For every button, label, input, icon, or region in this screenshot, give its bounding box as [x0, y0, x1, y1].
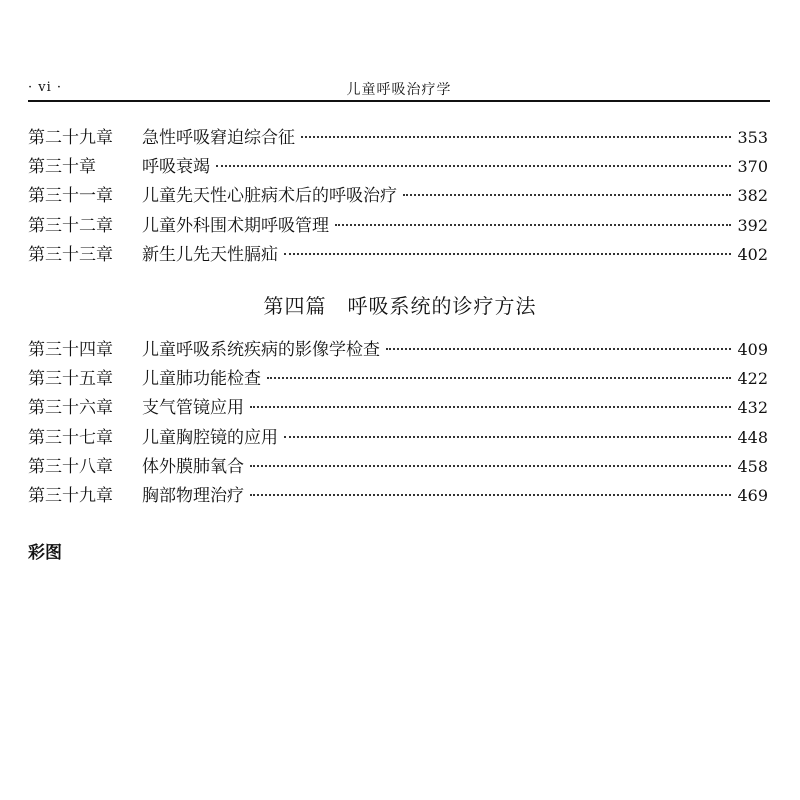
- chapter-title: 胸部物理治疗: [142, 485, 244, 506]
- chapter-title: 儿童先天性心脏病术后的呼吸治疗: [142, 186, 397, 207]
- toc-row[interactable]: [28, 423, 768, 452]
- page-ref: 402: [737, 244, 768, 264]
- toc-row[interactable]: [28, 181, 768, 210]
- leader-dots: [250, 465, 731, 467]
- chapter-number: 第三十六章: [28, 398, 113, 419]
- chapter-number: 第三十四章: [28, 340, 113, 360]
- chapter-title: 儿童呼吸系统疾病的影像学检查: [142, 340, 380, 360]
- leader-dots: [284, 436, 731, 438]
- chapter-title: 急性呼吸窘迫综合征: [142, 128, 295, 148]
- chapter-title: 新生儿先天性膈疝: [142, 244, 278, 265]
- page-ref: 432: [737, 398, 768, 418]
- page-header: [28, 76, 770, 102]
- chapter-number: 第三十章: [28, 157, 96, 178]
- leader-dots: [335, 224, 731, 226]
- chapter-title: 体外膜肺氧合: [142, 456, 244, 477]
- page-ref: 469: [737, 485, 768, 505]
- page-ref: 353: [737, 128, 768, 147]
- chapter-title: 儿童肺功能检查: [142, 369, 261, 390]
- toc-row[interactable]: [28, 123, 768, 152]
- toc-row[interactable]: [28, 393, 768, 422]
- chapter-title: 儿童外科围术期呼吸管理: [142, 215, 329, 236]
- page-number: · vi ·: [28, 80, 63, 95]
- chapter-number: 第三十八章: [28, 456, 113, 477]
- leader-dots: [250, 406, 731, 408]
- chapter-number: 第三十九章: [28, 485, 113, 506]
- toc-row[interactable]: [28, 152, 768, 181]
- page-ref: 458: [737, 456, 768, 476]
- toc-row[interactable]: [28, 211, 768, 240]
- page-ref: 392: [737, 215, 768, 235]
- appendix-color-plates[interactable]: 彩图: [28, 543, 62, 563]
- page-ref: 409: [737, 340, 768, 359]
- leader-dots: [403, 194, 731, 196]
- chapter-number: 第三十一章: [28, 186, 113, 207]
- page-ref: 422: [737, 369, 768, 389]
- chapter-title: 呼吸衰竭: [142, 157, 210, 178]
- chapter-number: 第三十三章: [28, 244, 113, 265]
- leader-dots: [250, 494, 731, 496]
- book-title: 儿童呼吸治疗学: [346, 82, 452, 98]
- toc-section-2: [28, 335, 768, 510]
- chapter-number: 第二十九章: [28, 128, 113, 148]
- toc-row[interactable]: [28, 240, 768, 269]
- leader-dots: [267, 377, 731, 379]
- leader-dots: [386, 348, 731, 350]
- page-ref: 448: [737, 427, 768, 447]
- page-ref: 370: [737, 157, 768, 177]
- toc-row[interactable]: [28, 335, 768, 364]
- toc-section-1: [28, 123, 768, 269]
- part-title: 第四篇 呼吸系统的诊疗方法: [263, 294, 537, 318]
- toc-row[interactable]: [28, 481, 768, 510]
- chapter-title: 儿童胸腔镜的应用: [142, 427, 278, 448]
- toc-row[interactable]: [28, 364, 768, 393]
- page-ref: 382: [737, 186, 768, 206]
- chapter-title: 支气管镜应用: [142, 398, 244, 419]
- leader-dots: [284, 253, 731, 255]
- leader-dots: [216, 165, 731, 167]
- chapter-number: 第三十五章: [28, 369, 113, 390]
- chapter-number: 第三十七章: [28, 427, 113, 448]
- chapter-number: 第三十二章: [28, 215, 113, 236]
- leader-dots: [301, 136, 731, 138]
- toc-row[interactable]: [28, 452, 768, 481]
